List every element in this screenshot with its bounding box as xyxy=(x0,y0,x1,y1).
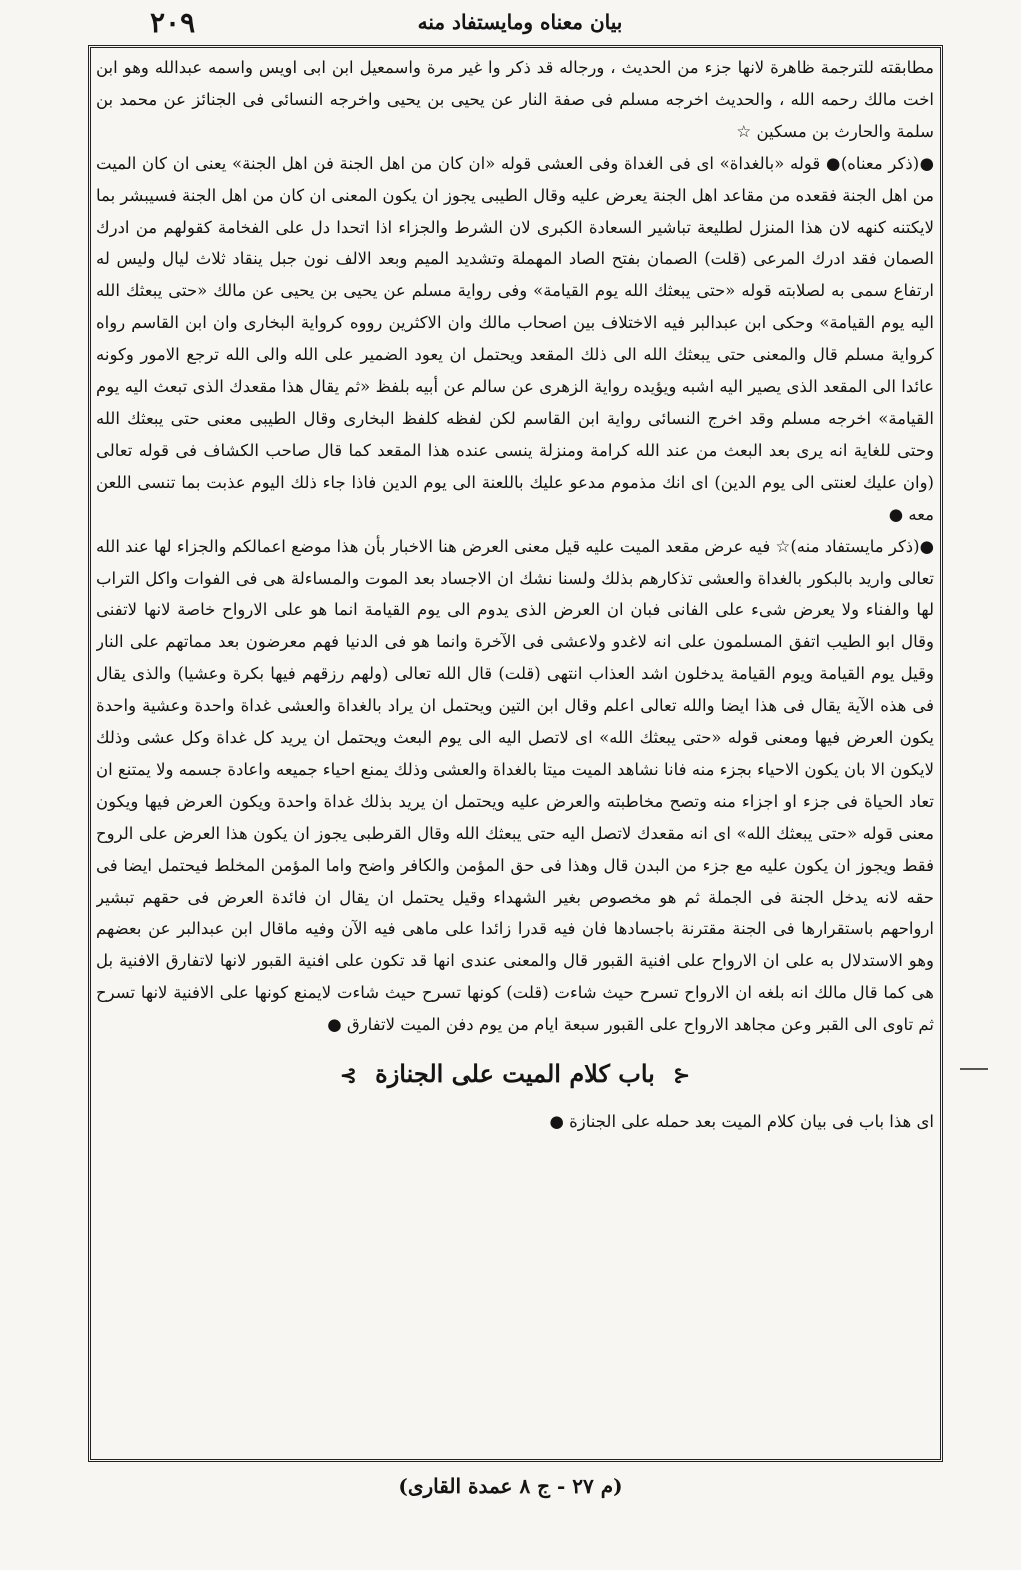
body-text xyxy=(96,52,934,1452)
margin-mark xyxy=(960,1068,988,1070)
page-header xyxy=(70,6,970,46)
paragraph-benefits: ●(ذكر مايستفاد منه)☆ فيه عرض مقعد الميت عليه قيل معنى العرض هنا الاخبار بأن هذا موضع اعمالكم والجزاء لها عند الله تعالى واريد بالبكور بالغداة والعشى تذكارهم بذلك ولسنا نشك ان الاجساد بعد الموت والمساءلة هى فى الفوات واكل التراب لها والفناء ولا يعرض شىء على الفانى فبان ان العرض الذى يدوم الى يوم القيامة انما هو على الارواح خاصة لانها لاتفنى وقال ابو الطيب اتفق المسلمون على انه لاغدو ولاعشى فى الآخرة وانما هو فى الدنيا فهم معرضون بعد مماتهم على النار وقيل يوم القيامة ويوم القيامة يدخلون اشد العذاب انتهى (قلت) قال الله تعالى (ولهم رزقهم فيها بكرة وعشيا) والذى يقال فى هذه الآية يقال فى هذا ايضا والله تعالى اعلم وقال ابن التين ويحتمل ان يراد بالغداة والعشى غداة واحدة وعشية واحدة يكون العرض فيها ومعنى قوله «حتى يبعثك الله» اى لاتصل اليه الى يوم البعث ويحتمل ان يريد كل غداة وكل عشى وذلك لايكون الا بان يكون الاحياء بجزء منه فانا نشاهد الميت ميتا بالغداة والعشى وذلك يمنع احياء جميعه واعادة جسمه ولا يمتنع ان تعاد الحياة فى جزء او اجزاء منه وتصح مخاطبته والعرض عليه ويحتمل ان يريد بذلك غداة واحدة ويكون العرض فيها ويكون معنى قوله «حتى يبعثك الله» اى انه مقعدك لاتصل اليه حتى يبعثك الله وقال القرطبى يجوز ان يكون هذا العرض على الروح فقط ويجوز ان يكون عليه مع جزء من البدن قال وهذا فى حق المؤمن والكافر واضح واما المؤمن المخلط فيحتمل ايضا فى حقه لانه يدخل الجنة فى الجملة ثم هو مخصوص بغير الشهداء وقيل يحتمل ان يقال ان فائدة العرض فى حقهم تبشير ارواحهم باستقرارها فى الجنة مقترنة باجسادها فان فيه قدرا زائدا على ماهى فيه الآن وفيه ماقال ابن عبدالبر عن بعضهم وهو الاستدلال به على ان الارواح على افنية القبور قال والمعنى عندى انها قد تكون على افنية القبور لانها لاتفارق الافنية بل هى كما قال مالك انه بلغه ان الارواح تسرح حيث شاءت (قلت) كونها تسرح حيث شاءت لايمنع كونها على الافنية لانها تسرح ثم تاوى الى القبر وعن مجاهد الارواح على القبور سبعة ايام من يوم دفن الميت لاتفارق ● xyxy=(96,536,934,1035)
chapter-heading xyxy=(96,1057,934,1092)
ornament-left: ⊱ xyxy=(340,1063,357,1088)
chapter-explanation: اى هذا باب فى بيان كلام الميت بعد حمله على الجنازة ● xyxy=(549,1112,934,1132)
ornament-right: ⊰ xyxy=(673,1063,690,1088)
paragraph-intro: مطابقته للترجمة ظاهرة لانها جزء من الحديث ، ورجاله قد ذكر وا غير مرة واسمعيل ابن ابى اويس واسمه عبدالله وهو ابن اخت مالك رحمه الله ، والحديث اخرجه مسلم فى صفة النار عن يحيى بن يحيى واخرجه النسائى فى الجنائز عن محمد بن سلمة والحارث بن مسكين ☆ xyxy=(96,58,934,141)
running-head: بيان معناه ومايستفاد منه xyxy=(417,10,623,34)
paragraph-meaning: ●(ذكر معناه)● قوله «بالغداة» اى فى الغداة وفى العشى قوله «ان كان من اهل الجنة فن اهل الجنة» يعنى ان كان الميت من اهل الجنة فقعده من مقاعد اهل الجنة يعرض عليه وقال الطيبى يجوز ان يكون المعنى ان كان من اهل الجنة فسيبشر بما لايكتنه كنهه لان هذا المنزل لطليعة تباشير السعادة الكبرى لان الشرط والجزاء اذا اتحدا دل على الفخامة كقولهم من ادرك الصمان فقد ادرك المرعى (قلت) الصمان بفتح الصاد المهملة وتشديد الميم وبعد الالف نون جبل ينقاد ثلاث ليال وليس له ارتفاع سمى به لصلابته قوله «حتى يبعثك الله يوم القيامة» وفى رواية مسلم عن يحيى بن يحيى عن مالك «حتى يبعثك الله اليه يوم القيامة» وحكى ابن عبدالبر فيه الاختلاف بين اصحاب مالك وان الاكثرين رووه كرواية البخارى وان ابن القاسم رواه كرواية مسلم قال والمعنى حتى يبعثك الله الى ذلك المقعد ويحتمل ان يعود الضمير على الله والى الله ترجع الامور وكونه عائدا الى المقعد الذى يصير اليه اشبه ويؤيده رواية الزهرى عن سالم عن أبيه بلفظ «ثم يقال هذا مقعدك الذى تبعث اليه يوم القيامة» اخرجه مسلم وقد اخرج النسائى رواية ابن القاسم لكن لفظه كلفظ البخارى وقال الطيبى معنى حتى يبعثك الله وحتى للغاية انه يرى بعد البعث من عند الله كرامة ومنزلة ينسى عنده هذا المقعد كما قال صاحب الكشاف فى قوله تعالى (وان عليك لعنتى الى يوم الدين) اى انك مذموم مدعو عليك باللعنة الى يوم الدين فاذا جاء ذلك اليوم عذبت بما تنسى اللعن معه ● xyxy=(96,153,934,524)
page-number: ٢٠٩ xyxy=(150,6,196,39)
chapter-title: باب كلام الميت على الجنازة xyxy=(375,1059,655,1089)
page-footer: (م ٢٧ - ج ٨ عمدة القارى) xyxy=(398,1474,623,1498)
